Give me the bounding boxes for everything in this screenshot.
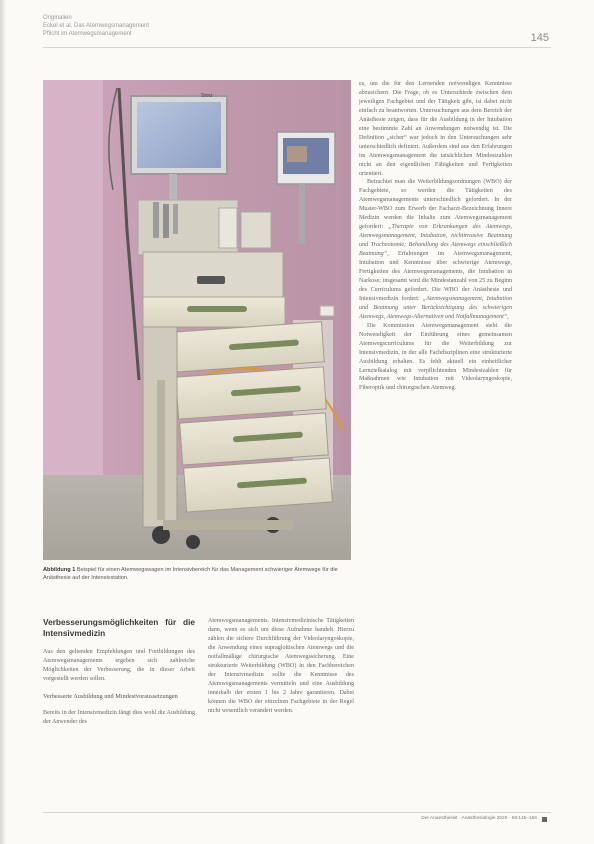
right-paragraph-2b: Erfahrungen im Atemwegsmanagement, Intubation und Kenntnisse über schwierige Atemwege, Fertigkeiten des Atemwegsmanagements, die Intubation in Narkose; insgesamt wird die Mindestanzahl von 25 zu Beginn des Curriculums gefordert. Die WBO der Anästhesie und Intensivmedizin fordert: bbox=[359, 251, 512, 302]
footer-citation: Der Anaesthesist · Anästhesiologie 2020 · 69:145–156 bbox=[421, 816, 537, 821]
right-paragraph-1: es, um die für den Lernenden notwendigen Kenntnisse abzusichern. Die Frage, ob es Unterschiede zwischen dem jeweiligen Fachgebiet und der Tätigkeit gibt, ist dabei nicht einfach zu beantworten. Untersuchungen aus dem Bereich der Anästhesie zeigen, dass für die Ausbildung in der Intubation eine bestimmte Zahl an Anwendungen notwendig ist. Die Definition „sicher“ war jedoch in den Untersuchungen sehr unterschiedlich definiert. Außerdem sind aus den Erfahrungen im Atemwegsmanagement die tatsächlichen Mindestzahlen nicht an den eigentlichen Fähigkeiten und Fertigkeiten orientiert. bbox=[359, 81, 512, 177]
running-header bbox=[43, 14, 149, 38]
middle-paragraph-1: Atemwegsmanagements. Intensivmedizinische Tätigkeiten dann, wenn es sich um diese Aufnahme handelt. Hierzu zählen die sichere Durchführung der Videolaryngoskopie, die Anwendung eines supraglottischen Atemwegs und die notfallmäßige chirurgische Atemwegssicherung. Eine strukturierte Weiterbildung (WBO) in den Fachbereichen der Intensivmedizin sollte die Kenntnisse des Atemwegsmanagements vermitteln und eine Ausbildung innerhalb der ersten 1 bis 2 Jahre garantieren. Dabei können die WBO der einzelnen Fachgebiete in der Regel nicht wesentlich verändert werden. bbox=[208, 618, 354, 714]
left-column bbox=[43, 617, 195, 727]
footer-marker bbox=[542, 817, 547, 822]
figure-caption-text: Beispiel für einen Atemwegswagen im Intensivbereich für das Management schwieriger Atemwege für die Anästhesie auf der Intensivstation. bbox=[43, 567, 338, 581]
right-paragraph-2-text: Betrachtet man die Weiterbildungsordnungen (WBO) der Fachgebiete, so werden die Tätigkeiten des Atemwegsmanagements unterschiedlich gefordert. In der Muster-WBO zum Erwerb der Facharzt-Bezeichnung Innere Medizin werden die Inhalte zum Atemwegsmanagement gefordert: bbox=[359, 179, 512, 231]
right-paragraph-2 bbox=[359, 178, 512, 321]
footer-rule bbox=[43, 812, 551, 813]
header-line-3: Pflicht im Atemwegsmanagement bbox=[43, 31, 132, 37]
left-paragraph-2: Bereits in der Intensivmedizin fängt dies wohl die Ausbildung der Anwender des bbox=[43, 709, 195, 725]
section-heading: Verbesserungsmöglichkeiten für die Intensivmedizin bbox=[43, 617, 195, 638]
monitor-label: Storz bbox=[201, 93, 213, 99]
left-paragraph-1: Aus den geltenden Empfehlungen und Fortbildungen des Atemwegsmanagements ergeben sich zahlreiche Möglichkeiten der Verbesserung, die in dieser Arbeit vorgestellt werden sollen. bbox=[43, 649, 195, 682]
page-fold-shadow bbox=[0, 0, 6, 844]
middle-column bbox=[208, 617, 354, 715]
figure-label: Abbildung 1 bbox=[43, 567, 76, 573]
figure-caption bbox=[43, 566, 355, 582]
header-line-1: Originalien bbox=[43, 15, 72, 21]
right-paragraph-2c: „Atemwegsmanagement, Intubation und Beatmung unter Berücksichtigung des schwierigen Atemwegs, Atemwegs-Alternativen und Notfallmanagement“, bbox=[359, 295, 512, 320]
header-rule bbox=[43, 47, 551, 48]
right-paragraph-3: Die Kommission Atemwegsmanagement sieht die Notwendigkeit der Einführung eines gemeinsamen Atemwegscurriculums für die Weiterbildung zur Intensivmedizin, in der alle Fachdisziplinen eine strukturierte Ausbildung erhalten. Es fehlt aktuell ein einheitlicher Lernzielkatalog mit verpflichtenden Mindestzahlen für Maßnahmen wie Intubation mit Videolaryngoskopie, Fiberoptik und chirurgischen Atemweg. bbox=[359, 322, 512, 392]
right-paragraph-2-italic: „Therapie von Erkrankungen des Atemwegs, Atemwegsmanagement, Intubation, nichtinvasive Beatmung und Tracheotomie; Behandlung des Atemwegs einschließlich Beatmung“, bbox=[359, 224, 512, 258]
right-column bbox=[359, 80, 512, 393]
header-line-2: Eckel et al. Das Atemwegsmanagement bbox=[43, 23, 150, 29]
page-number: 145 bbox=[530, 32, 549, 44]
subsection-heading: Verbesserte Ausbildung und Mindestvoraussetzungen bbox=[43, 692, 178, 700]
figure-photo bbox=[43, 80, 351, 560]
